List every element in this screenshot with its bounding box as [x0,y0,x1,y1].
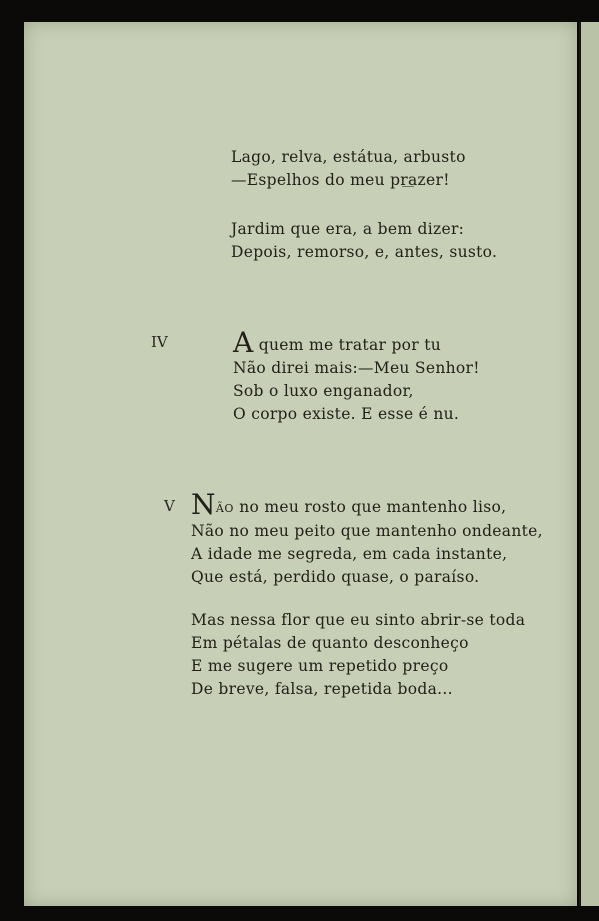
poem-line: Não direi mais:—Meu Senhor! [233,359,480,377]
poem-line: A idade me segreda, em cada instante, [191,545,508,563]
small-caps: ÃO [215,502,234,515]
section-numeral-iv: IV [151,333,168,351]
poem-line: De breve, falsa, repetida boda... [191,680,453,698]
first-line-rest: quem me tratar por tu [253,336,442,354]
poem-line: O corpo existe. E esse é nu. [233,405,460,423]
poem-line: Mas nessa flor que eu sinto abrir-se toda [191,611,526,629]
poem-line: Em pétalas de quanto desconheço [191,634,469,652]
poem-line: Depois, remorso, e, antes, susto. [231,243,498,261]
section-v-stanza [191,488,543,589]
page-bottom-edge [24,906,599,921]
stanza-2 [231,218,497,264]
poem-line-first [191,488,543,521]
poem-line: Sob o luxo enganador, [233,382,414,400]
section-numeral-v: V [164,497,175,515]
poem-line: —Espelhos do meu prazer! [231,171,450,189]
section-iv-stanza [233,326,480,426]
poem-line: Não no meu peito que mantenho ondeante, [191,522,543,540]
poem-line: Lago, relva, estátua, arbusto [231,148,466,166]
poem-line: E me sugere um repetido preço [191,657,449,675]
stanza-1 [231,146,466,192]
drop-cap: A [233,326,254,359]
next-page-edge [579,22,599,906]
drop-cap: N [191,488,216,521]
poem-line: Jardim que era, a bem dizer: [231,220,465,238]
stanza-last [191,609,525,701]
poem-line-first [233,326,480,359]
first-line-rest: no meu rosto que mantenho liso, [233,498,507,516]
poem-line: Que está, perdido quase, o paraíso. [191,568,480,586]
